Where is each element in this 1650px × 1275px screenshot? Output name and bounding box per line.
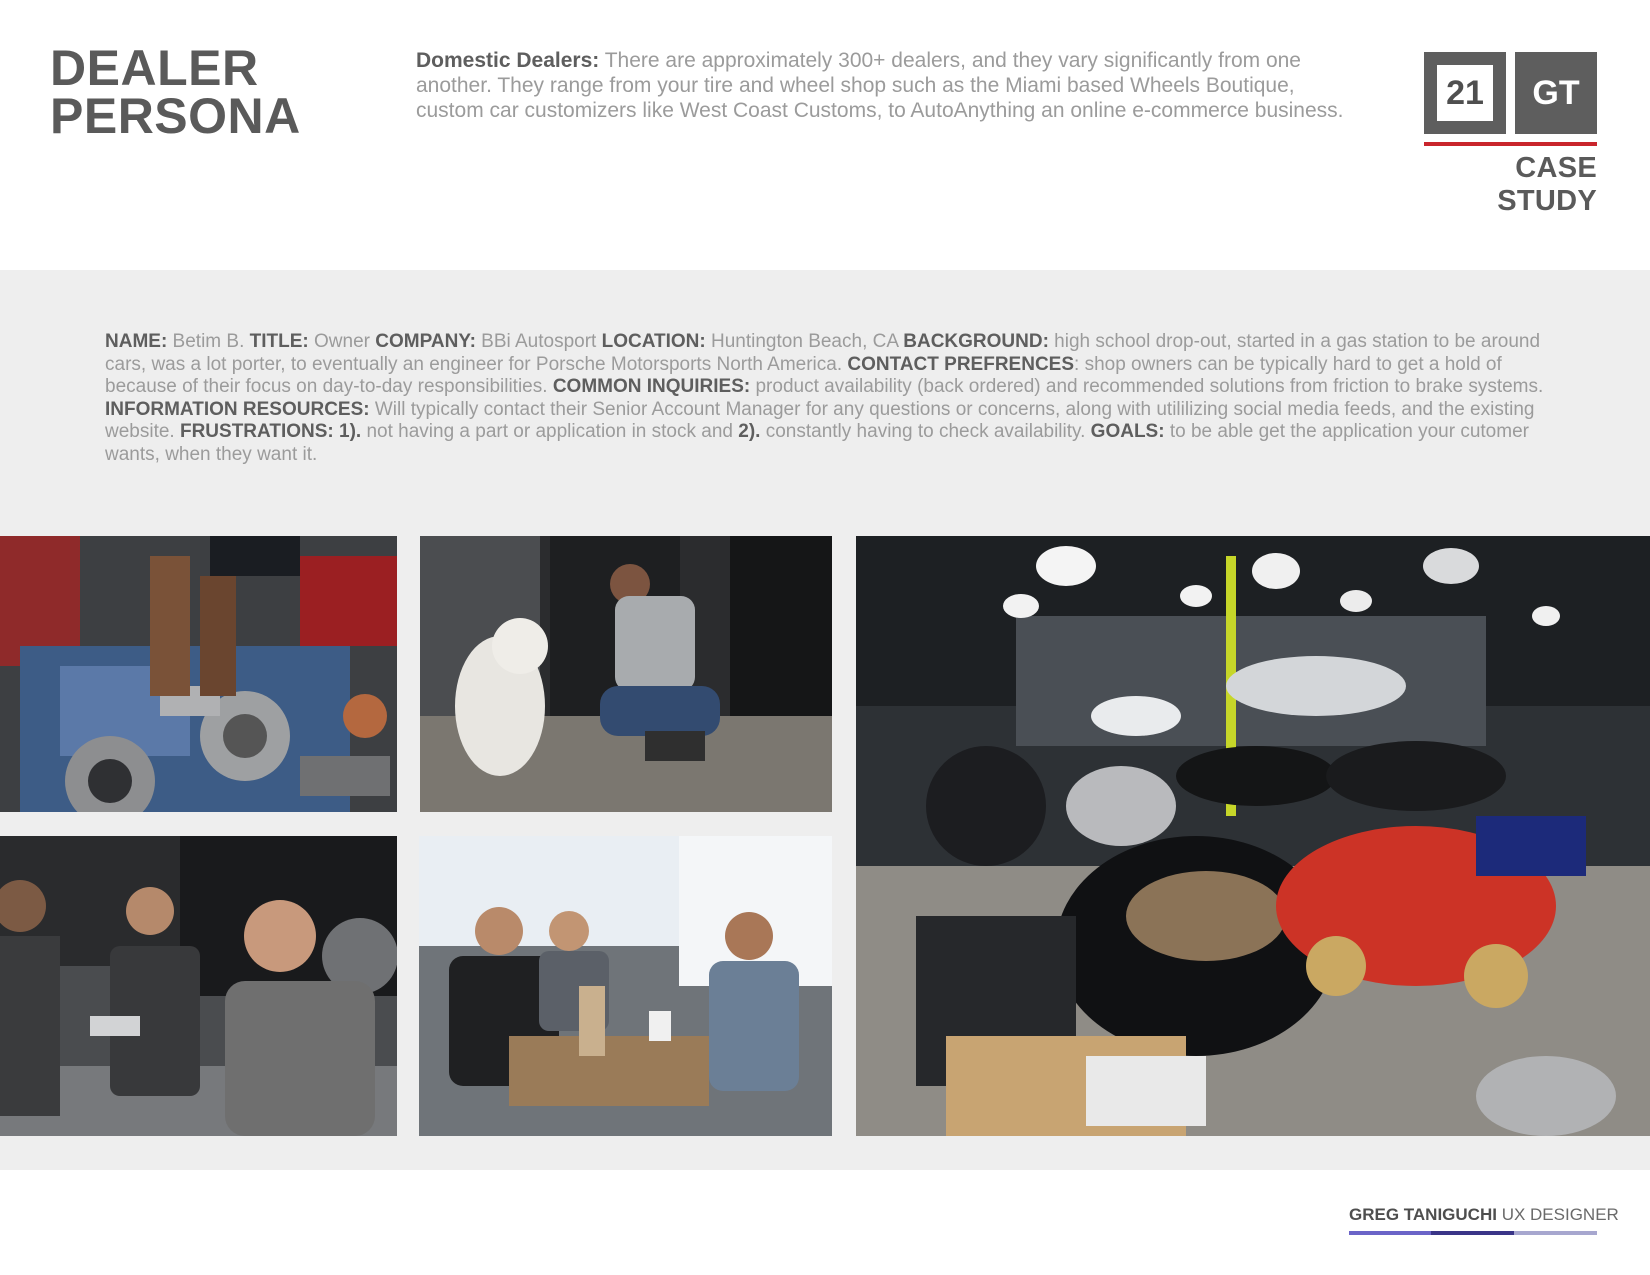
turbo-parts-photo [0,536,397,812]
intro-label: Domestic Dealers: [416,49,600,72]
page-title [50,40,301,144]
footer-rule [1349,1231,1597,1235]
persona-details [105,331,1545,466]
resources-value: Will typically contact their Senior Account Manager for any questions or concerns, along with utililizing social media feeds, and the existing website. [105,398,1535,442]
inquiries-label: COMMON INQUIRIES: [552,376,751,397]
case-study-logo [1424,52,1597,218]
owner-with-dog-photo [420,536,832,812]
page-title-line2: PERSONA [50,88,301,144]
logo-box-gt: GT [1515,52,1597,134]
inquiries-value: product availability (back ordered) and recommended solutions from friction to brake systems. [750,376,1544,397]
shop-demo-photo [0,836,397,1136]
resources-label: INFORMATION RESOURCES: [105,398,370,420]
logo-box-21: 21 [1424,52,1506,134]
title-label: TITLE: [249,331,309,352]
contact-value: : shop owners can be typically hard to get a hold of because of their focus on day-to-day responsibilities. [105,353,1502,397]
garage-overview-photo [856,536,1650,1136]
company-value: BBi Autosport [475,331,602,352]
location-value: Huntington Beach, CA [705,331,904,352]
page-title-line1: DEALER [50,40,259,96]
footer-name: GREG TANIGUCHI [1349,1205,1497,1224]
team-lunch-photo [419,836,832,1136]
intro-text: There are approximately 300+ dealers, and they vary significantly from one another. They range from your tire and wheel shop such as the Miami based Wheels Boutique, custom car customizers like West Coast Customs, to AutoAnything an online e-commerce business. [416,49,1344,122]
goals-label: GOALS: [1090,421,1165,442]
contact-label: CONTACT PREFRENCES [847,353,1075,375]
background-label: BACKGROUND: [903,331,1049,352]
title-value: Owner [308,331,376,352]
footer-role: UX DESIGNER [1496,1205,1619,1224]
intro-paragraph [416,48,1366,123]
frustration1-value: not having a part or application in stock and [361,421,739,442]
goals-value: to be able get the application your cutomer wants, when they want it. [105,421,1529,465]
logo-accent-rule [1424,142,1597,146]
company-label: COMPANY: [375,331,476,352]
location-label: LOCATION: [601,331,706,352]
logo-subtitle: CASE STUDY [1497,152,1597,217]
name-value: Betim B. [167,331,250,352]
frustration2-value: constantly having to check availability. [760,421,1091,442]
footer-credit [1349,1205,1619,1235]
background-value: high school drop-out, started in a gas station to be around cars, was a lot porter, to eventually an engineer for Porsche Motorsports North America. [105,331,1541,375]
frustrations-label: FRUSTRATIONS: 1). [179,421,362,442]
frustration2-label: 2). [738,421,761,442]
name-label: NAME: [105,331,168,352]
